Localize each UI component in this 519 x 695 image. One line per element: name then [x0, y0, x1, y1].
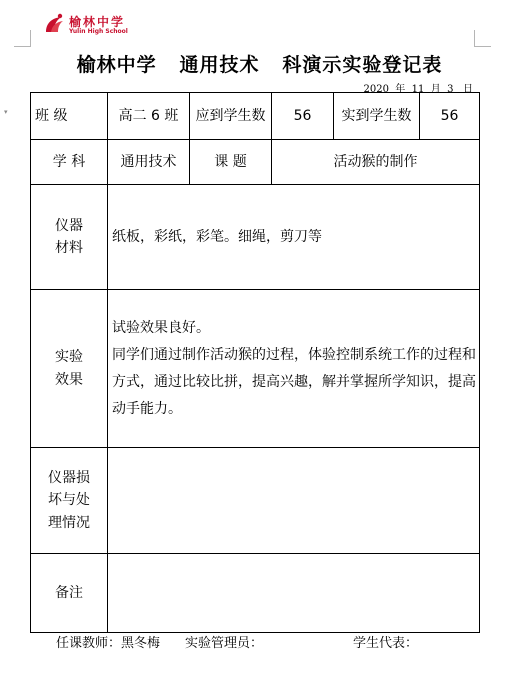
table-row	[31, 140, 480, 185]
remarks-value	[108, 554, 480, 633]
school-name: 榆林中学	[69, 15, 126, 29]
table-row	[31, 554, 480, 633]
table-row	[31, 448, 480, 554]
actual-students-label: 实到学生数	[334, 93, 420, 140]
result-label-line: 实验	[55, 349, 83, 366]
school-emblem-icon	[42, 12, 66, 36]
expected-students-label: 应到学生数	[190, 93, 272, 140]
damage-label	[31, 448, 108, 554]
result-line: 同学们通过制作活动猴的过程，体验控制系统工作的过程和方式，通过比较比拼，提高兴趣，解并掌握所学知识，提高动手能力。	[112, 346, 476, 417]
materials-label	[31, 185, 108, 290]
result-value	[108, 290, 480, 448]
materials-label-line: 仪器	[55, 217, 83, 234]
table-row	[31, 93, 480, 140]
materials-value: 纸板，彩纸，彩笔。细绳，剪刀等	[108, 185, 480, 290]
experiment-record-table	[30, 92, 480, 633]
crop-mark-top-left	[14, 30, 31, 47]
table-row	[31, 290, 480, 448]
student-representative-signature: 学生代表：	[353, 636, 419, 651]
damage-label-line: 坏与处	[48, 492, 90, 509]
record-date: 2020 年 11 月 3 日	[363, 84, 473, 95]
lab-manager-signature: 实验管理员：	[185, 636, 264, 651]
expected-students-value: 56	[272, 93, 334, 140]
damage-label-line: 理情况	[48, 514, 90, 531]
result-line: 试验效果良好。	[112, 319, 210, 336]
result-label	[31, 290, 108, 448]
actual-students-value: 56	[420, 93, 480, 140]
school-name-en: Yulin High School	[69, 28, 128, 35]
topic-value: 活动猴的制作	[272, 140, 480, 185]
result-label-line: 效果	[55, 371, 83, 388]
teacher-signature: 任课教师：黑冬梅	[56, 636, 161, 651]
topic-label: 课 题	[190, 140, 272, 185]
subject-label: 学 科	[31, 140, 108, 185]
class-label: 班 级	[31, 93, 108, 140]
table-row	[31, 185, 480, 290]
materials-label-line: 材料	[55, 240, 83, 256]
damage-value	[108, 448, 480, 554]
subject-value: 通用技术	[108, 140, 190, 185]
margin-marker: ▾	[4, 108, 8, 116]
document-title: 榆林中学 通用技术 科演示实验登记表	[76, 54, 443, 76]
remarks-label: 备注	[31, 554, 108, 633]
damage-label-line: 仪器损	[48, 469, 90, 486]
crop-mark-top-right	[474, 30, 491, 47]
class-value: 高二 6 班	[108, 93, 190, 140]
